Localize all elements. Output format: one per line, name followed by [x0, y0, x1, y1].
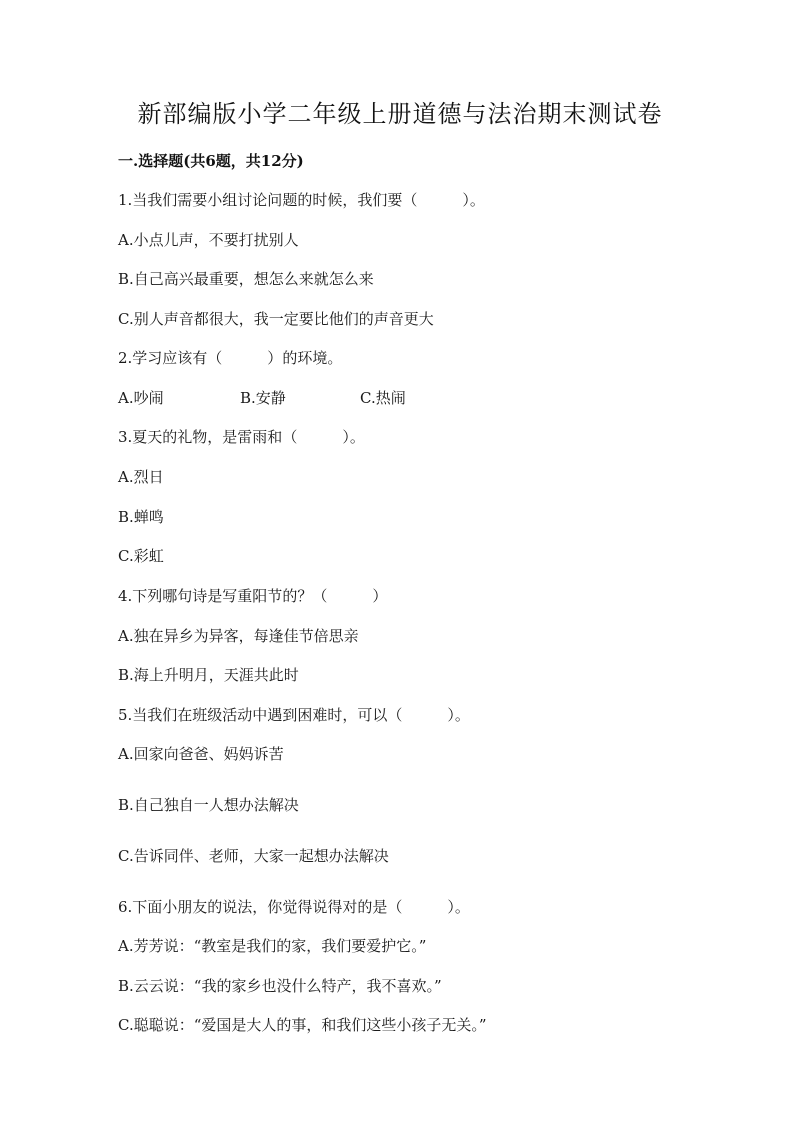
question-5-stem: 5.当我们在班级活动中遇到困难时，可以（ ）。: [118, 706, 470, 724]
section-heading: 一.选择题(共6题，共12分): [118, 152, 304, 170]
question-1-stem: 1.当我们需要小组讨论问题的时候，我们要（ ）。: [118, 191, 485, 209]
question-2-option-b: B.安静: [240, 389, 286, 407]
question-4-option-b: B.海上升明月，天涯共此时: [118, 666, 299, 684]
question-6-option-a: A.芳芳说：“教室是我们的家，我们要爱护它。”: [118, 937, 427, 955]
question-5-option-c: C.告诉同伴、老师，大家一起想办法解决: [118, 847, 389, 865]
question-1-option-c: C.别人声音都很大，我一定要比他们的声音更大: [118, 310, 434, 328]
question-6-stem: 6.下面小朋友的说法，你觉得说得对的是（ ）。: [118, 898, 470, 916]
page-title: 新部编版小学二年级上册道德与法治期末测试卷: [137, 100, 663, 128]
question-4-option-a: A.独在异乡为异客，每逢佳节倍思亲: [118, 627, 359, 645]
question-3-option-a: A.烈日: [118, 468, 164, 486]
question-2-stem: 2.学习应该有（ ）的环境。: [118, 349, 343, 367]
question-2-option-c: C.热闹: [360, 389, 406, 407]
question-2-option-a: A.吵闹: [118, 389, 164, 407]
question-3-option-b: B.蝉鸣: [118, 508, 164, 526]
question-6-option-c: C.聪聪说：“爱国是大人的事，和我们这些小孩子无关。”: [118, 1016, 487, 1034]
question-5-option-a: A.回家向爸爸、妈妈诉苦: [118, 745, 284, 763]
question-4-stem: 4.下列哪句诗是写重阳节的？（ ）: [118, 587, 388, 605]
question-5-option-b: B.自己独自一人想办法解决: [118, 796, 299, 814]
question-3-stem: 3.夏天的礼物，是雷雨和（ ）。: [118, 428, 365, 446]
question-3-option-c: C.彩虹: [118, 547, 164, 565]
question-1-option-a: A.小点儿声，不要打扰别人: [118, 231, 299, 249]
question-1-option-b: B.自己高兴最重要，想怎么来就怎么来: [118, 270, 374, 288]
question-6-option-b: B.云云说：“我的家乡也没什么特产，我不喜欢。”: [118, 977, 442, 995]
